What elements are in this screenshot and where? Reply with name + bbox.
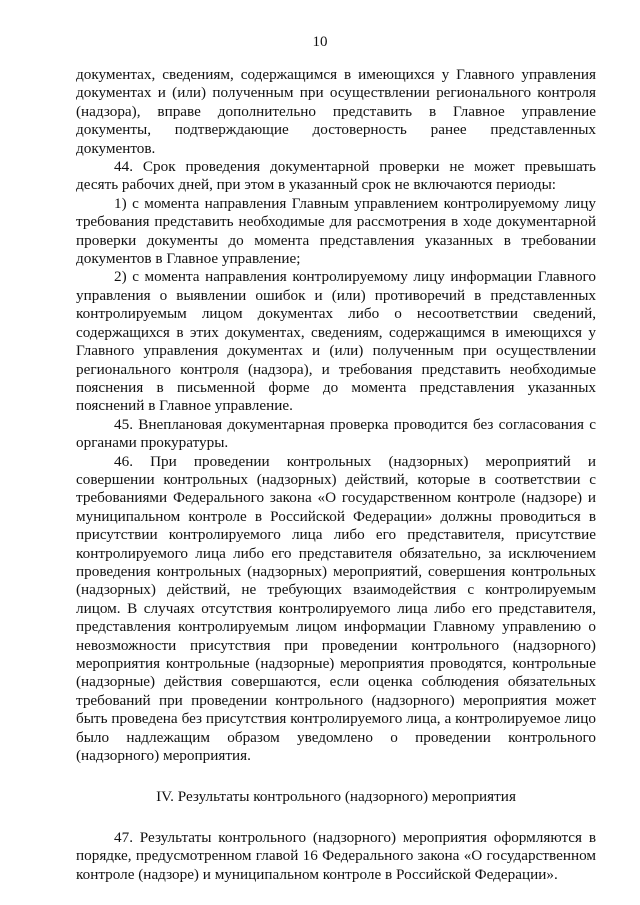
section-heading: IV. Результаты контрольного (надзорного) мероприятия [156,788,516,806]
page-number: 10 [312,34,328,50]
paragraph-44-item-1: 1) с момента направления Главным управлением контролируемому лицу требования представить необходимые для рассмотрения в ходе документарной проверки документы до момента представления указанных в требовании документов в Главное управление; [76,194,596,268]
paragraph-44-item-2: 2) с момента направления контролируемому лицу информации Главного управления о выявлении ошибок и (или) противоречий в представленных контролируемым лицом документах либо о несоответствии сведений, содержащихся в этих документах, сведениям, содержащимся в имеющихся у Главного управления документах и (или) полученным при осуществлении регионального контроля (надзора), и требования представить необходимые пояснения в письменной форме до момента представления указанных пояснений в Главное управление. [76,268,596,415]
paragraph-continuation: документах, сведениям, содержащимся в имеющихся у Главного управления документах и (или) полученным при осуществлении регионального контроля (надзора), вправе дополнительно представить в Главное управление документы, подтверждающие достоверность ранее представленных документов. [76,66,596,157]
paragraph-47: 47. Результаты контрольного (надзорного) мероприятия оформляются в порядке, предусмотренном главой 16 Федерального закона «О государственном контроле (надзоре) и муниципальном контроле в Российской Федерации». [76,828,596,883]
document-body [76,66,596,884]
paragraph-46: 46. При проведении контрольных (надзорных) мероприятий и совершении контрольных (надзорных) действий, которые в соответствии с требованиями Федерального закона «О государственном контроле (надзоре) и муниципальном контроле в Российской Федерации» должны проводиться в присутствии контролируемого лица либо его представителя, присутствие контролируемого лица либо его представителя обязательно, за исключением проведения контрольных (надзорных) мероприятий, совершения контрольных (надзорных) действий, не требующих взаимодействия с контролируемым лицом. В случаях отсутствия контролируемого лица либо его представителя, представления контролируемым лицом информации Главному управлению о невозможности присутствия при проведении контрольного (надзорного) мероприятия контрольные (надзорные) мероприятия проводятся, контрольные (надзорные) действия совершаются, если оценка соблюдения обязательных требований при проведении контрольного (надзорного) мероприятия может быть проведена без присутствия контролируемого лица, а контролируемое лицо было надлежащим образом уведомлено о проведении контрольного (надзорного) мероприятия. [76,452,596,765]
paragraph-44: 44. Срок проведения документарной проверки не может превышать десять рабочих дней, при этом в указанный срок не включаются периоды: [76,158,596,194]
paragraph-45: 45. Внеплановая документарная проверка проводится без согласования с органами прокуратуры. [76,415,596,452]
